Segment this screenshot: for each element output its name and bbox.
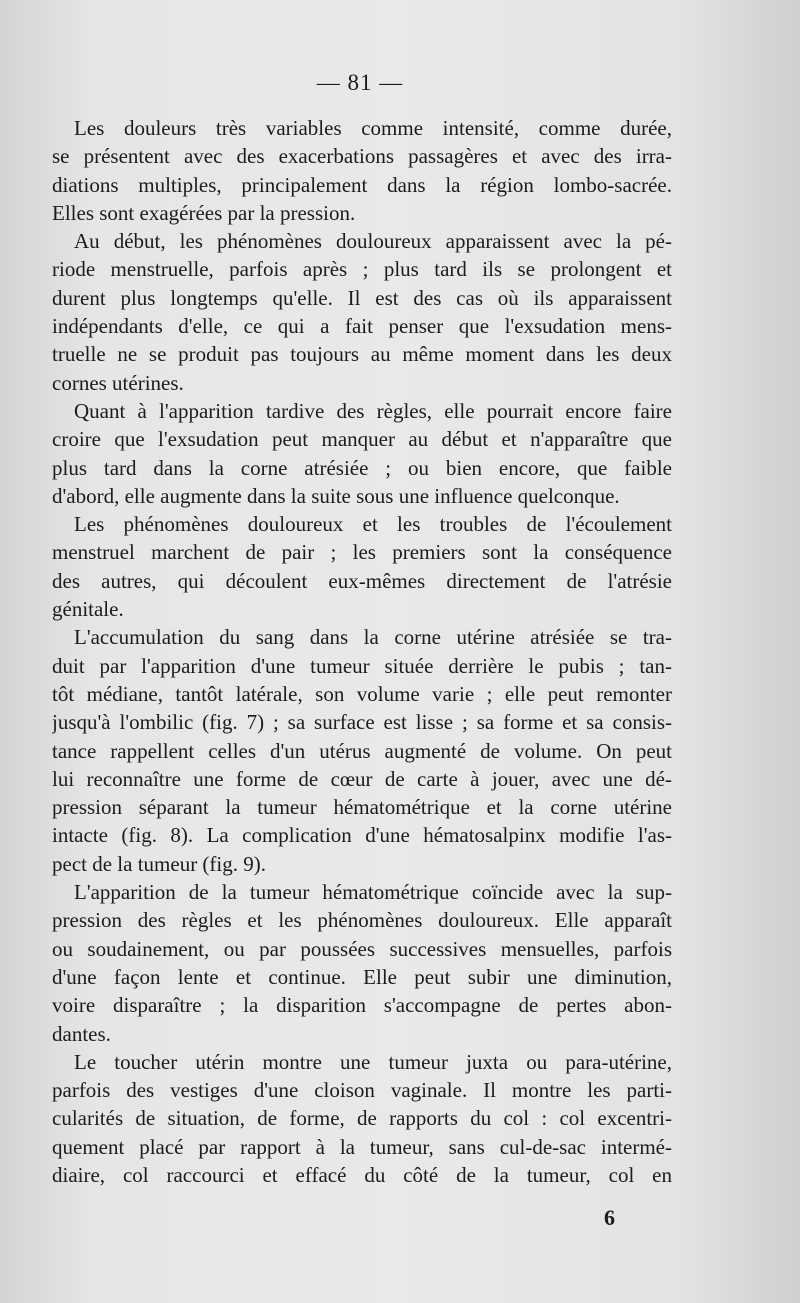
text-line: ou soudainement, ou par poussées successives mensuelles, parfois (52, 936, 672, 961)
text-line: cornes utérines. (52, 370, 184, 395)
text-line: voire disparaître ; la disparition s'accompagne de pertes abon- (52, 993, 672, 1018)
text-line: intacte (fig. 8). La complication d'une hématosalpinx modifie l'as- (52, 823, 672, 848)
text-line: pect de la tumeur (fig. 9). (52, 851, 266, 876)
text-line: lui reconnaître une forme de cœur de carte à jouer, avec une dé- (52, 766, 672, 791)
text-line: d'une façon lente et continue. Elle peut subir une diminution, (52, 964, 672, 989)
text-line: cularités de situation, de forme, de rapports du col : col excentri- (52, 1106, 672, 1131)
text-line: dantes. (52, 1021, 111, 1046)
text-line: pression séparant la tumeur hématométrique et la corne utérine (52, 795, 672, 820)
text-line: tance rappellent celles d'un utérus augmenté de volume. On peut (52, 738, 672, 763)
page-number: — 81 — (316, 70, 404, 95)
text-line: Au début, les phénomènes douloureux apparaissent avec la pé- (74, 229, 672, 254)
text-line: diaire, col raccourci et effacé du côté de la tumeur, col en (52, 1162, 672, 1187)
text-line: L'accumulation du sang dans la corne utérine atrésiée se tra- (74, 625, 672, 650)
text-line: croire que l'exsudation peut manquer au début et n'apparaître que (52, 427, 672, 452)
body-text (52, 114, 672, 1189)
text-line: d'abord, elle augmente dans la suite sous une influence quelconque. (52, 483, 620, 508)
text-line: Elles sont exagérées par la pression. (52, 200, 356, 225)
text-line: plus tard dans la corne atrésiée ; ou bien encore, que faible (52, 455, 672, 480)
text-line: Le toucher utérin montre une tumeur juxta ou para-utérine, (74, 1049, 672, 1074)
text-line: truelle ne se produit pas toujours au même moment dans les deux (52, 342, 672, 367)
text-line: se présentent avec des exacerbations passagères et avec des irra- (52, 144, 672, 169)
text-line: jusqu'à l'ombilic (fig. 7) ; sa surface est lisse ; sa forme et sa consis- (52, 710, 672, 735)
text-line: Quant à l'apparition tardive des règles, elle pourrait encore faire (74, 398, 672, 423)
text-line: Les phénomènes douloureux et les troubles de l'écoulement (74, 512, 672, 537)
signature-mark: 6 (604, 1205, 615, 1230)
text-line: des autres, qui découlent eux-mêmes directement de l'atrésie (52, 568, 672, 593)
text-line: riode menstruelle, parfois après ; plus tard ils se prolongent et (52, 257, 672, 282)
text-line: Les douleurs très variables comme intensité, comme durée, (74, 116, 672, 140)
text-line: parfois des vestiges d'une cloison vaginale. Il montre les parti- (52, 1078, 672, 1103)
text-line: génitale. (52, 597, 124, 622)
text-line: duit par l'apparition d'une tumeur située derrière le pubis ; tan- (52, 653, 672, 678)
text-line: menstruel marchent de pair ; les premiers sont la conséquence (52, 540, 672, 565)
text-line: indépendants d'elle, ce qui a fait penser que l'exsudation mens- (52, 314, 672, 339)
text-line: quement placé par rapport à la tumeur, sans cul-de-sac intermé- (52, 1134, 672, 1159)
text-line: tôt médiane, tantôt latérale, son volume varie ; elle peut remonter (52, 681, 672, 706)
text-line: diations multiples, principalement dans la région lombo-sacrée. (52, 172, 672, 197)
text-line: durent plus longtemps qu'elle. Il est des cas où ils apparaissent (52, 285, 672, 310)
text-line: L'apparition de la tumeur hématométrique coïncide avec la sup- (74, 880, 672, 905)
text-line: pression des règles et les phénomènes douloureux. Elle apparaît (52, 908, 672, 933)
